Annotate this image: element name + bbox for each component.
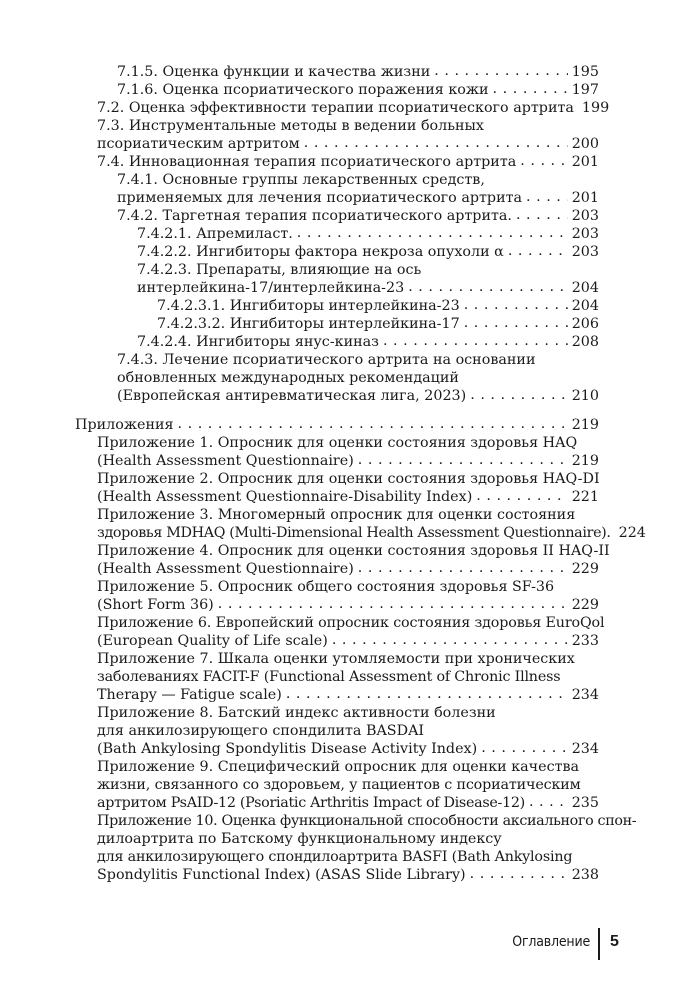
leader-dots bbox=[358, 451, 568, 469]
page-footer bbox=[0, 930, 687, 960]
toc-entry-appendix-7[interactable] bbox=[97, 650, 599, 704]
page-number: 5 bbox=[610, 933, 619, 950]
toc-entry-7-4-2-3-1[interactable] bbox=[157, 297, 599, 315]
toc-page-number: 219 bbox=[571, 417, 599, 433]
toc-entry-title: артритом PsAID-12 (Psoriatic Arthritis Impact of Disease-12) bbox=[97, 795, 525, 811]
toc-page-number: 204 bbox=[571, 298, 599, 314]
toc-page-number: 197 bbox=[571, 82, 599, 98]
toc-entry-appendix-1[interactable] bbox=[97, 434, 599, 470]
toc-page-number: 195 bbox=[571, 64, 599, 80]
toc-entry-title: Приложение 8. Батский индекс активности болезни bbox=[97, 705, 496, 721]
toc-page-number: 229 bbox=[571, 597, 599, 613]
toc-page-number: 199 bbox=[581, 100, 610, 116]
toc-entry-title: Приложение 9. Специфический опросник для оценки качества bbox=[97, 759, 580, 775]
toc-entry-title: 7.4.2.4. Ингибиторы янус-киназ bbox=[137, 334, 379, 350]
toc-entry-title: Приложения bbox=[75, 417, 174, 433]
leader-dots bbox=[520, 152, 567, 170]
toc-entry-7-4-1[interactable] bbox=[117, 171, 599, 207]
toc-entry-title: Приложение 5. Опросник общего состояния здоровья SF-36 bbox=[97, 579, 555, 595]
toc-entry-appendix-2[interactable] bbox=[97, 470, 599, 506]
toc-page-number: 224 bbox=[618, 525, 646, 541]
leader-dots bbox=[383, 332, 568, 350]
leader-dots bbox=[304, 134, 568, 152]
toc-entry-7-4[interactable] bbox=[97, 153, 599, 171]
toc-entry-title: 7.4.2. Таргетная терапия псориатического артрита. bbox=[117, 208, 512, 224]
toc-entry-7-4-2-4[interactable] bbox=[137, 333, 599, 351]
toc-entry-appendices[interactable] bbox=[75, 416, 599, 434]
footer-divider bbox=[598, 928, 600, 960]
toc-page-number: 203 bbox=[571, 208, 599, 224]
leader-dots bbox=[529, 793, 568, 811]
toc-page-number: 234 bbox=[571, 741, 599, 757]
toc-entry-title: Приложение 3. Многомерный опросник для оценки состояния bbox=[97, 507, 576, 523]
toc-entry-appendix-4[interactable] bbox=[97, 542, 610, 578]
toc-entry-title: (Health Assessment Questionnaire) bbox=[97, 453, 354, 469]
toc-entry-title: Приложение 4. Опросник для оценки состояния здоровья II HAQ-II bbox=[97, 543, 610, 559]
toc-entry-title: 7.4.3. Лечение псориатического артрита на основании bbox=[117, 352, 536, 368]
running-footer-title: Оглавление bbox=[512, 934, 590, 950]
toc-entry-title: здоровья MDHAQ (Multi-Dimensional Health Assessment Questionnaire). bbox=[97, 525, 611, 541]
toc-page-number: 201 bbox=[571, 190, 599, 206]
toc-entry-title: для анкилозирующего спондилита BASDAI bbox=[97, 723, 425, 739]
toc-page-number: 229 bbox=[571, 561, 599, 577]
toc-entry-7-1-6[interactable] bbox=[117, 81, 599, 99]
toc-entry-title: (Bath Ankylosing Spondylitis Disease Activity Index) bbox=[97, 741, 478, 757]
toc-entry-title: (Health Assessment Questionnaire-Disability Index) bbox=[97, 489, 473, 505]
leader-dots bbox=[470, 865, 568, 883]
toc-entry-title: заболеваниях FACIT-F (Functional Assessment of Chronic Illness bbox=[97, 669, 561, 685]
toc-page-number: 238 bbox=[571, 867, 599, 883]
toc-entry-7-4-2-3-2[interactable] bbox=[157, 315, 599, 333]
leader-dots bbox=[476, 487, 567, 505]
toc-page-number: 234 bbox=[571, 687, 599, 703]
toc-entry-title: 7.3. Инструментальные методы в ведении больных bbox=[97, 118, 485, 134]
toc-page-number: 203 bbox=[571, 244, 599, 260]
toc-entry-7-3[interactable] bbox=[97, 117, 599, 153]
toc-page-number: 235 bbox=[571, 795, 599, 811]
toc-page-number: 203 bbox=[571, 226, 599, 242]
toc-entry-7-2[interactable] bbox=[97, 99, 610, 117]
toc-page-number: 210 bbox=[571, 388, 599, 404]
toc-entry-title: 7.4.2.2. Ингибиторы фактора некроза опухоли α bbox=[137, 244, 504, 260]
toc-entry-title: Therapy — Fatigue scale) bbox=[97, 687, 282, 703]
toc-entry-title: применяемых для лечения псориатического артрита bbox=[117, 190, 523, 206]
toc-entry-title: (Health Assessment Questionnaire) bbox=[97, 561, 354, 577]
toc-entry-7-1-5[interactable] bbox=[117, 63, 599, 81]
toc-entry-title: 7.4.2.1. Апремиласт. bbox=[137, 226, 293, 242]
leader-dots bbox=[218, 595, 568, 613]
toc-entry-7-4-2-1[interactable] bbox=[137, 225, 599, 243]
toc-entry-title: Приложение 6. Европейский опросник состояния здоровья EuroQol bbox=[97, 615, 605, 631]
toc-entry-title: (Short Form 36) bbox=[97, 597, 214, 613]
toc-entry-title: жизни, связанного со здоровьем, у пациентов с псориатическим bbox=[97, 777, 581, 793]
toc-entry-appendix-9[interactable] bbox=[97, 758, 599, 812]
toc-page-number: 233 bbox=[571, 633, 599, 649]
toc-entry-title: дилоартрита по Батскому функциональному индексу bbox=[97, 831, 502, 847]
toc-entry-title: 7.1.5. Оценка функции и качества жизни bbox=[117, 64, 431, 80]
leader-dots bbox=[493, 80, 568, 98]
toc-entry-title: (European Quality of Life scale) bbox=[97, 633, 328, 649]
toc-entry-title: 7.4. Инновационная терапия псориатического артрита bbox=[97, 154, 517, 170]
toc-page-number: 221 bbox=[571, 489, 599, 505]
leader-dots bbox=[286, 685, 568, 703]
toc-entry-title: Приложение 10. Оценка функциональной способности аксиального спон- bbox=[97, 813, 637, 829]
leader-dots bbox=[526, 188, 568, 206]
toc-entry-title: Приложение 7. Шкала оценки утомляемости при хронических bbox=[97, 651, 575, 667]
leader-dots bbox=[297, 224, 568, 242]
toc-page-number: 201 bbox=[571, 154, 599, 170]
leader-dots bbox=[332, 631, 568, 649]
toc-entry-7-4-2-3[interactable] bbox=[137, 261, 599, 297]
toc-entry-7-4-2[interactable] bbox=[117, 207, 599, 225]
toc-entry-appendix-3[interactable] bbox=[97, 506, 646, 542]
toc-entry-title: 7.1.6. Оценка псориатического поражения кожи bbox=[117, 82, 489, 98]
leader-dots bbox=[470, 386, 567, 404]
leader-dots bbox=[464, 296, 568, 314]
leader-dots bbox=[434, 62, 567, 80]
toc-entry-appendix-5[interactable] bbox=[97, 578, 599, 614]
toc-entry-title: псориатическим артритом bbox=[97, 136, 300, 152]
toc-entry-7-4-2-2[interactable] bbox=[137, 243, 599, 261]
toc-entry-appendix-6[interactable] bbox=[97, 614, 605, 650]
leader-dots bbox=[464, 314, 568, 332]
leader-dots bbox=[358, 559, 568, 577]
toc-entry-title: Приложение 2. Опросник для оценки состояния здоровья HAQ-DI bbox=[97, 471, 600, 487]
toc-entry-title: Приложение 1. Опросник для оценки состояния здоровья HAQ bbox=[97, 435, 578, 451]
toc-entry-title: 7.2. Оценка эффективности терапии псориатического артрита bbox=[97, 100, 574, 116]
toc-entry-title: Spondylitis Functional Index) (ASAS Slide Library) bbox=[97, 867, 466, 883]
toc-entry-title: обновленных международных рекомендаций bbox=[117, 370, 459, 386]
toc-page-number: 208 bbox=[571, 334, 599, 350]
toc-entry-7-4-3[interactable] bbox=[117, 351, 599, 405]
toc-entry-title: 7.4.2.3.2. Ингибиторы интерлейкина-17 bbox=[157, 316, 460, 332]
toc-entry-title: интерлейкина-17/интерлейкина-23 bbox=[137, 280, 405, 296]
toc-entry-title: (Европейская антиревматическая лига, 2023) bbox=[117, 388, 467, 404]
leader-dots bbox=[508, 242, 568, 260]
toc-entry-appendix-10[interactable] bbox=[97, 812, 637, 884]
toc-entry-title: 7.4.1. Основные группы лекарственных средств, bbox=[117, 172, 485, 188]
toc-page-number: 200 bbox=[571, 136, 599, 152]
leader-dots bbox=[481, 739, 568, 757]
leader-dots bbox=[178, 415, 568, 433]
leader-dots bbox=[516, 206, 568, 224]
toc-entry-title: для анкилозирующего спондилоартрита BASFI (Bath Ankylosing bbox=[97, 849, 573, 865]
toc-entry-title: 7.4.2.3. Препараты, влияющие на ось bbox=[137, 262, 422, 278]
toc-entry-appendix-8[interactable] bbox=[97, 704, 599, 758]
toc-page-number: 219 bbox=[571, 453, 599, 469]
leader-dots bbox=[408, 278, 568, 296]
toc-page-number: 206 bbox=[571, 316, 599, 332]
toc-entry-title: 7.4.2.3.1. Ингибиторы интерлейкина-23 bbox=[157, 298, 460, 314]
toc-page-number: 204 bbox=[571, 280, 599, 296]
